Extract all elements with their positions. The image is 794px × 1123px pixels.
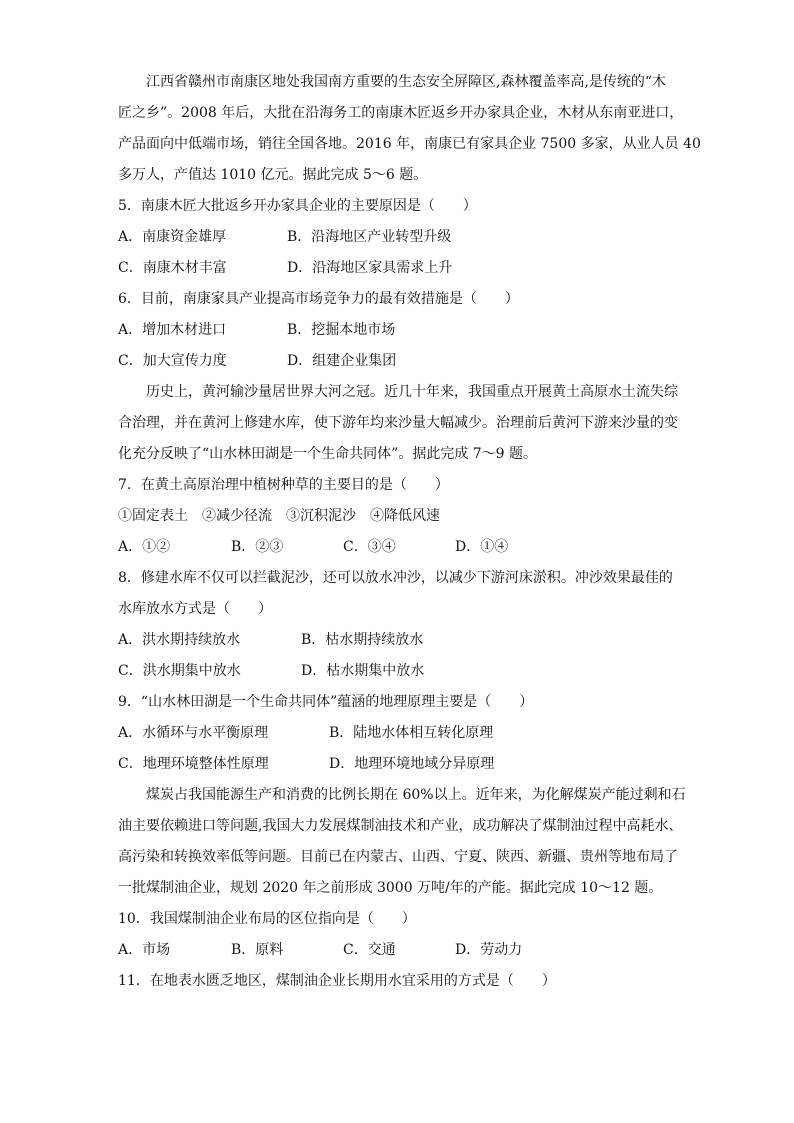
- option-a: A．市场: [118, 942, 171, 958]
- option-c: C．加大宣传力度: [118, 353, 227, 369]
- option-d: D．地理环境地域分异原理: [329, 756, 495, 772]
- option-a: A．洪水期持续放水: [118, 632, 241, 648]
- question-stem: 8．修建水库不仅可以拦截泥沙，还可以放水冲沙，以减少下游河床淤积。冲沙效果最佳的: [118, 570, 673, 586]
- option-d: D．劳动力: [455, 942, 523, 958]
- option-b: B．挖掘本地市场: [287, 322, 396, 338]
- option-d: D．组建企业集团: [287, 353, 397, 369]
- option-b: B．陆地水体相互转化原理: [329, 725, 494, 741]
- option-a: A．南康资金雄厚: [118, 229, 227, 245]
- passage-1-line: 匠之乡”。2008 年后，大批在沿海务工的南康木匠返乡开办家具企业，木材从东南亚进口，: [118, 105, 684, 121]
- passage-1-line: 多万人，产值达 1010 亿元。据此完成 5～6 题。: [118, 167, 428, 183]
- passage-3-line: 油主要依赖进口等问题,我国大力发展煤制油技术和产业，成功解决了煤制油过程中高耗水、: [118, 818, 683, 834]
- option-a: A．水循环与水平衡原理: [118, 725, 269, 741]
- question-stem: 7．在黄土高原治理中植树种草的主要目的是（ ）: [118, 477, 449, 493]
- question-stem: 9．“山水林田湖是一个生命共同体”蕴涵的地理原理主要是（ ）: [118, 694, 534, 710]
- passage-1-line: 产品面向中低端市场，销往全国各地。2016 年，南康已有家具企业 7500 多家，从业人员 40: [118, 136, 701, 152]
- passage-3-line: 煤炭占我国能源生产和消费的比例长期在 60%以上。近年来，为化解煤炭产能过剩和石: [146, 787, 686, 803]
- passage-3-line: 一批煤制油企业，规划 2020 年之前形成 3000 万吨/年的产能。据此完成 10～12 题。: [118, 880, 663, 896]
- option-c: C．洪水期集中放水: [118, 663, 241, 679]
- question-items: ①固定表土 ②减少径流 ③沉积泥沙 ④降低风速: [118, 508, 440, 524]
- option-a: A．增加木材进口: [118, 322, 227, 338]
- option-b: B．原料: [231, 942, 284, 958]
- option-b: B．沿海地区产业转型升级: [287, 229, 452, 245]
- option-d: D．枯水期集中放水: [301, 663, 425, 679]
- passage-2-line: 化充分反映了“山水林田湖是一个生命共同体”。据此完成 7～9 题。: [118, 446, 538, 462]
- question-stem: 11．在地表水匮乏地区，煤制油企业长期用水宜采用的方式是（ ）: [118, 973, 556, 989]
- question-stem: 6．目前，南康家具产业提高市场竞争力的最有效措施是（ ）: [118, 291, 519, 307]
- question-stem: 5．南康木匠大批返乡开办家具企业的主要原因是（ ）: [118, 198, 477, 214]
- option-b: B．②③: [231, 539, 284, 555]
- option-c: C．南康木材丰富: [118, 260, 227, 276]
- option-b: B．枯水期持续放水: [301, 632, 424, 648]
- passage-1-line: 江西省赣州市南康区地处我国南方重要的生态安全屏障区,森林覆盖率高,是传统的“木: [146, 74, 667, 90]
- question-stem-continued: 水库放水方式是（ ）: [118, 601, 272, 617]
- option-d: D．沿海地区家具需求上升: [287, 260, 453, 276]
- passage-3-line: 高污染和转换效率低等问题。目前已在内蒙古、山西、宁夏、陕西、新疆、贵州等地布局了: [118, 849, 678, 865]
- passage-2-line: 历史上，黄河输沙量居世界大河之冠。近几十年来，我国重点开展黄土高原水土流失综: [146, 384, 678, 400]
- question-stem: 10．我国煤制油企业布局的区位指向是（ ）: [118, 911, 416, 927]
- option-c: C．③④: [343, 539, 396, 555]
- option-a: A．①②: [118, 539, 171, 555]
- option-c: C．交通: [343, 942, 396, 958]
- option-d: D．①④: [455, 539, 509, 555]
- passage-2-line: 合治理，并在黄河上修建水库，使下游年均来沙量大幅减少。治理前后黄河下游来沙量的变: [118, 415, 678, 431]
- option-c: C．地理环境整体性原理: [118, 756, 269, 772]
